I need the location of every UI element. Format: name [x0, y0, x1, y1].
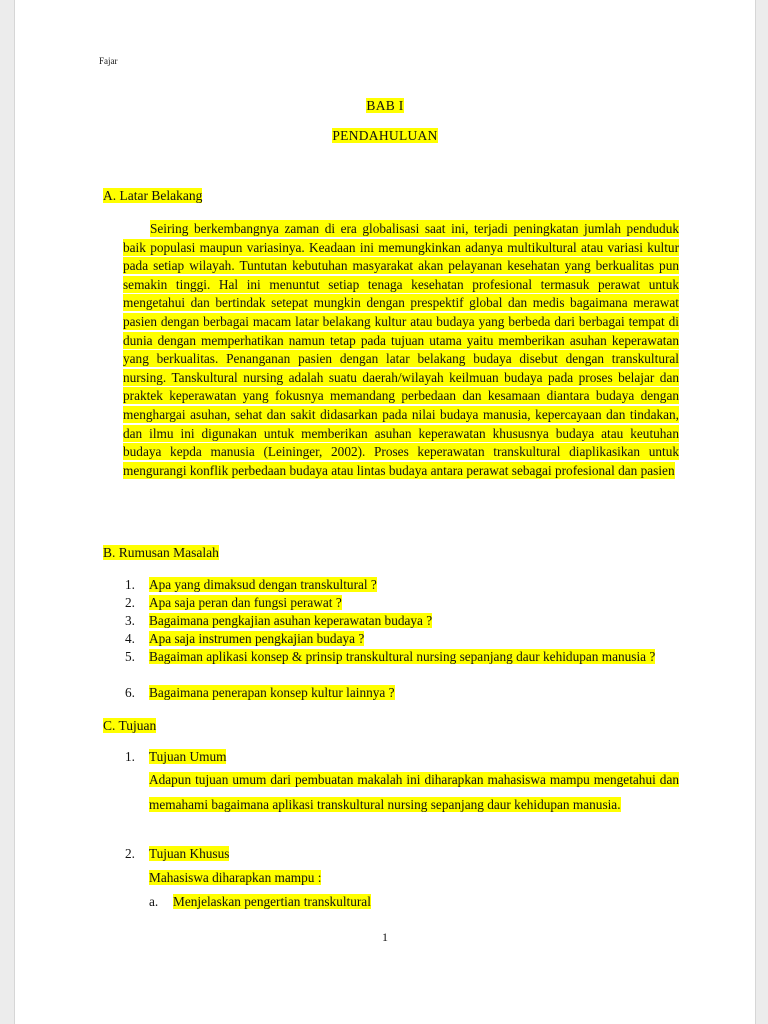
list-item-number: 5. [125, 649, 135, 664]
tujuan-umum-label [149, 749, 226, 765]
list-item-text: Apa saja peran dan fungsi perawat ? [149, 595, 342, 610]
document-page [14, 0, 756, 1024]
tujuan-umum-number: 1. [125, 749, 135, 764]
list-item-number: 2. [125, 595, 135, 610]
tujuan-umum-label-text: Tujuan Umum [149, 749, 227, 764]
tujuan-khusus-label-text: Tujuan Khusus [149, 846, 230, 861]
list-item [123, 630, 679, 648]
list-item-number: 1. [125, 577, 135, 592]
tujuan-khusus-item [173, 894, 371, 910]
tujuan-khusus-intro-text: Mahasiswa diharapkan mampu : [149, 870, 322, 885]
rumusan-masalah-list [123, 576, 679, 702]
list-item [123, 648, 679, 684]
latar-belakang-text: Seiring berkembangnya zaman di era globalisasi saat ini, terjadi peningkatan jumlah penduduk baik populasi maupun variasinya. Keadaan ini memungkinkan adanya multikultural atau variasi kultur pada setiap wilayah. Tuntutan kebutuhan masyarakat akan pelayanan kesehatan yang berkualitas pun semakin tinggi. Hal ini menuntut setiap tenaga kesehatan profesional termasuk perawat untuk mengetahui dan bertindak setepat mungkin dengan prespektif global dan medis bagaimana merawat pasien dengan berbagai macam latar belakang kultur atau budaya yang berbeda dari berbagai tempat di dunia dengan memperhatikan namun tetap pada tujuan utama yaitu memberikan asuhan keperawatan yang berkualitas. Penanganan pasien dengan latar belakang budaya disebut dengan transkultural nursing. Tanskultural nursing adalah suatu daerah/wilayah keilmuan budaya pada proses belajar dan praktek keperawatan yang fokusnya memandang perbedaan dan kesamaan diantara budaya dengan menghargai asuhan, sehat dan sakit didasarkan pada nilai budaya manusia, kepercayaan dan tindakan, dan ilmu ini digunakan untuk memberikan asuhan keperawatan khususnya budaya atau keutuhan budaya kepda manusia (Leininger, 2002). Proses keperawatan transkultural diaplikasikan untuk mengurangi konflik perbedaan budaya atau lintas budaya antara perawat sebagai profesional dan pasien [123, 221, 679, 478]
list-item [123, 612, 679, 630]
list-item-number: 6. [125, 685, 135, 700]
header-author: Fajar [99, 56, 118, 66]
list-item-text: Bagaimana pengkajian asuhan keperawatan budaya ? [149, 613, 433, 628]
list-item [123, 594, 679, 612]
list-item-number: 4. [125, 631, 135, 646]
list-item-text: Bagaiman aplikasi konsep & prinsip transkultural nursing sepanjang daur kehidupan manusia ? [149, 649, 656, 664]
chapter-number [15, 98, 755, 114]
list-item-text: Apa saja instrumen pengkajian budaya ? [149, 631, 365, 646]
tujuan-khusus-item-text: Menjelaskan pengertian transkultural [173, 894, 371, 909]
tujuan-umum-text: Adapun tujuan umum dari pembuatan makalah ini diharapkan mahasiswa mampu mengetahui dan memahami bagaimana aplikasi transkultural nursing sepanjang daur kehidupan manusia. [149, 772, 679, 812]
chapter-number-text: BAB I [366, 98, 404, 113]
tujuan-khusus-intro [149, 870, 321, 886]
list-item [123, 684, 679, 702]
section-b-heading-text: B. Rumusan Masalah [103, 545, 219, 560]
list-item-text: Apa yang dimaksud dengan transkultural ? [149, 577, 377, 592]
tujuan-khusus-label [149, 846, 229, 862]
list-item-number: 3. [125, 613, 135, 628]
tujuan-umum-paragraph [149, 767, 679, 817]
chapter-title [15, 128, 755, 144]
tujuan-khusus-item-letter: a. [149, 894, 159, 909]
page-number: 1 [382, 930, 388, 944]
section-c-heading [103, 718, 156, 734]
list-item [123, 576, 679, 594]
tujuan-khusus-number: 2. [125, 846, 135, 861]
list-item-text: Bagaimana penerapan konsep kultur lainnya ? [149, 685, 395, 700]
chapter-title-text: PENDAHULUAN [332, 128, 438, 143]
section-a-heading [103, 188, 202, 204]
section-a-heading-text: A. Latar Belakang [103, 188, 203, 203]
section-c-heading-text: C. Tujuan [103, 718, 157, 733]
section-b-heading [103, 545, 219, 561]
latar-belakang-paragraph [123, 220, 679, 480]
